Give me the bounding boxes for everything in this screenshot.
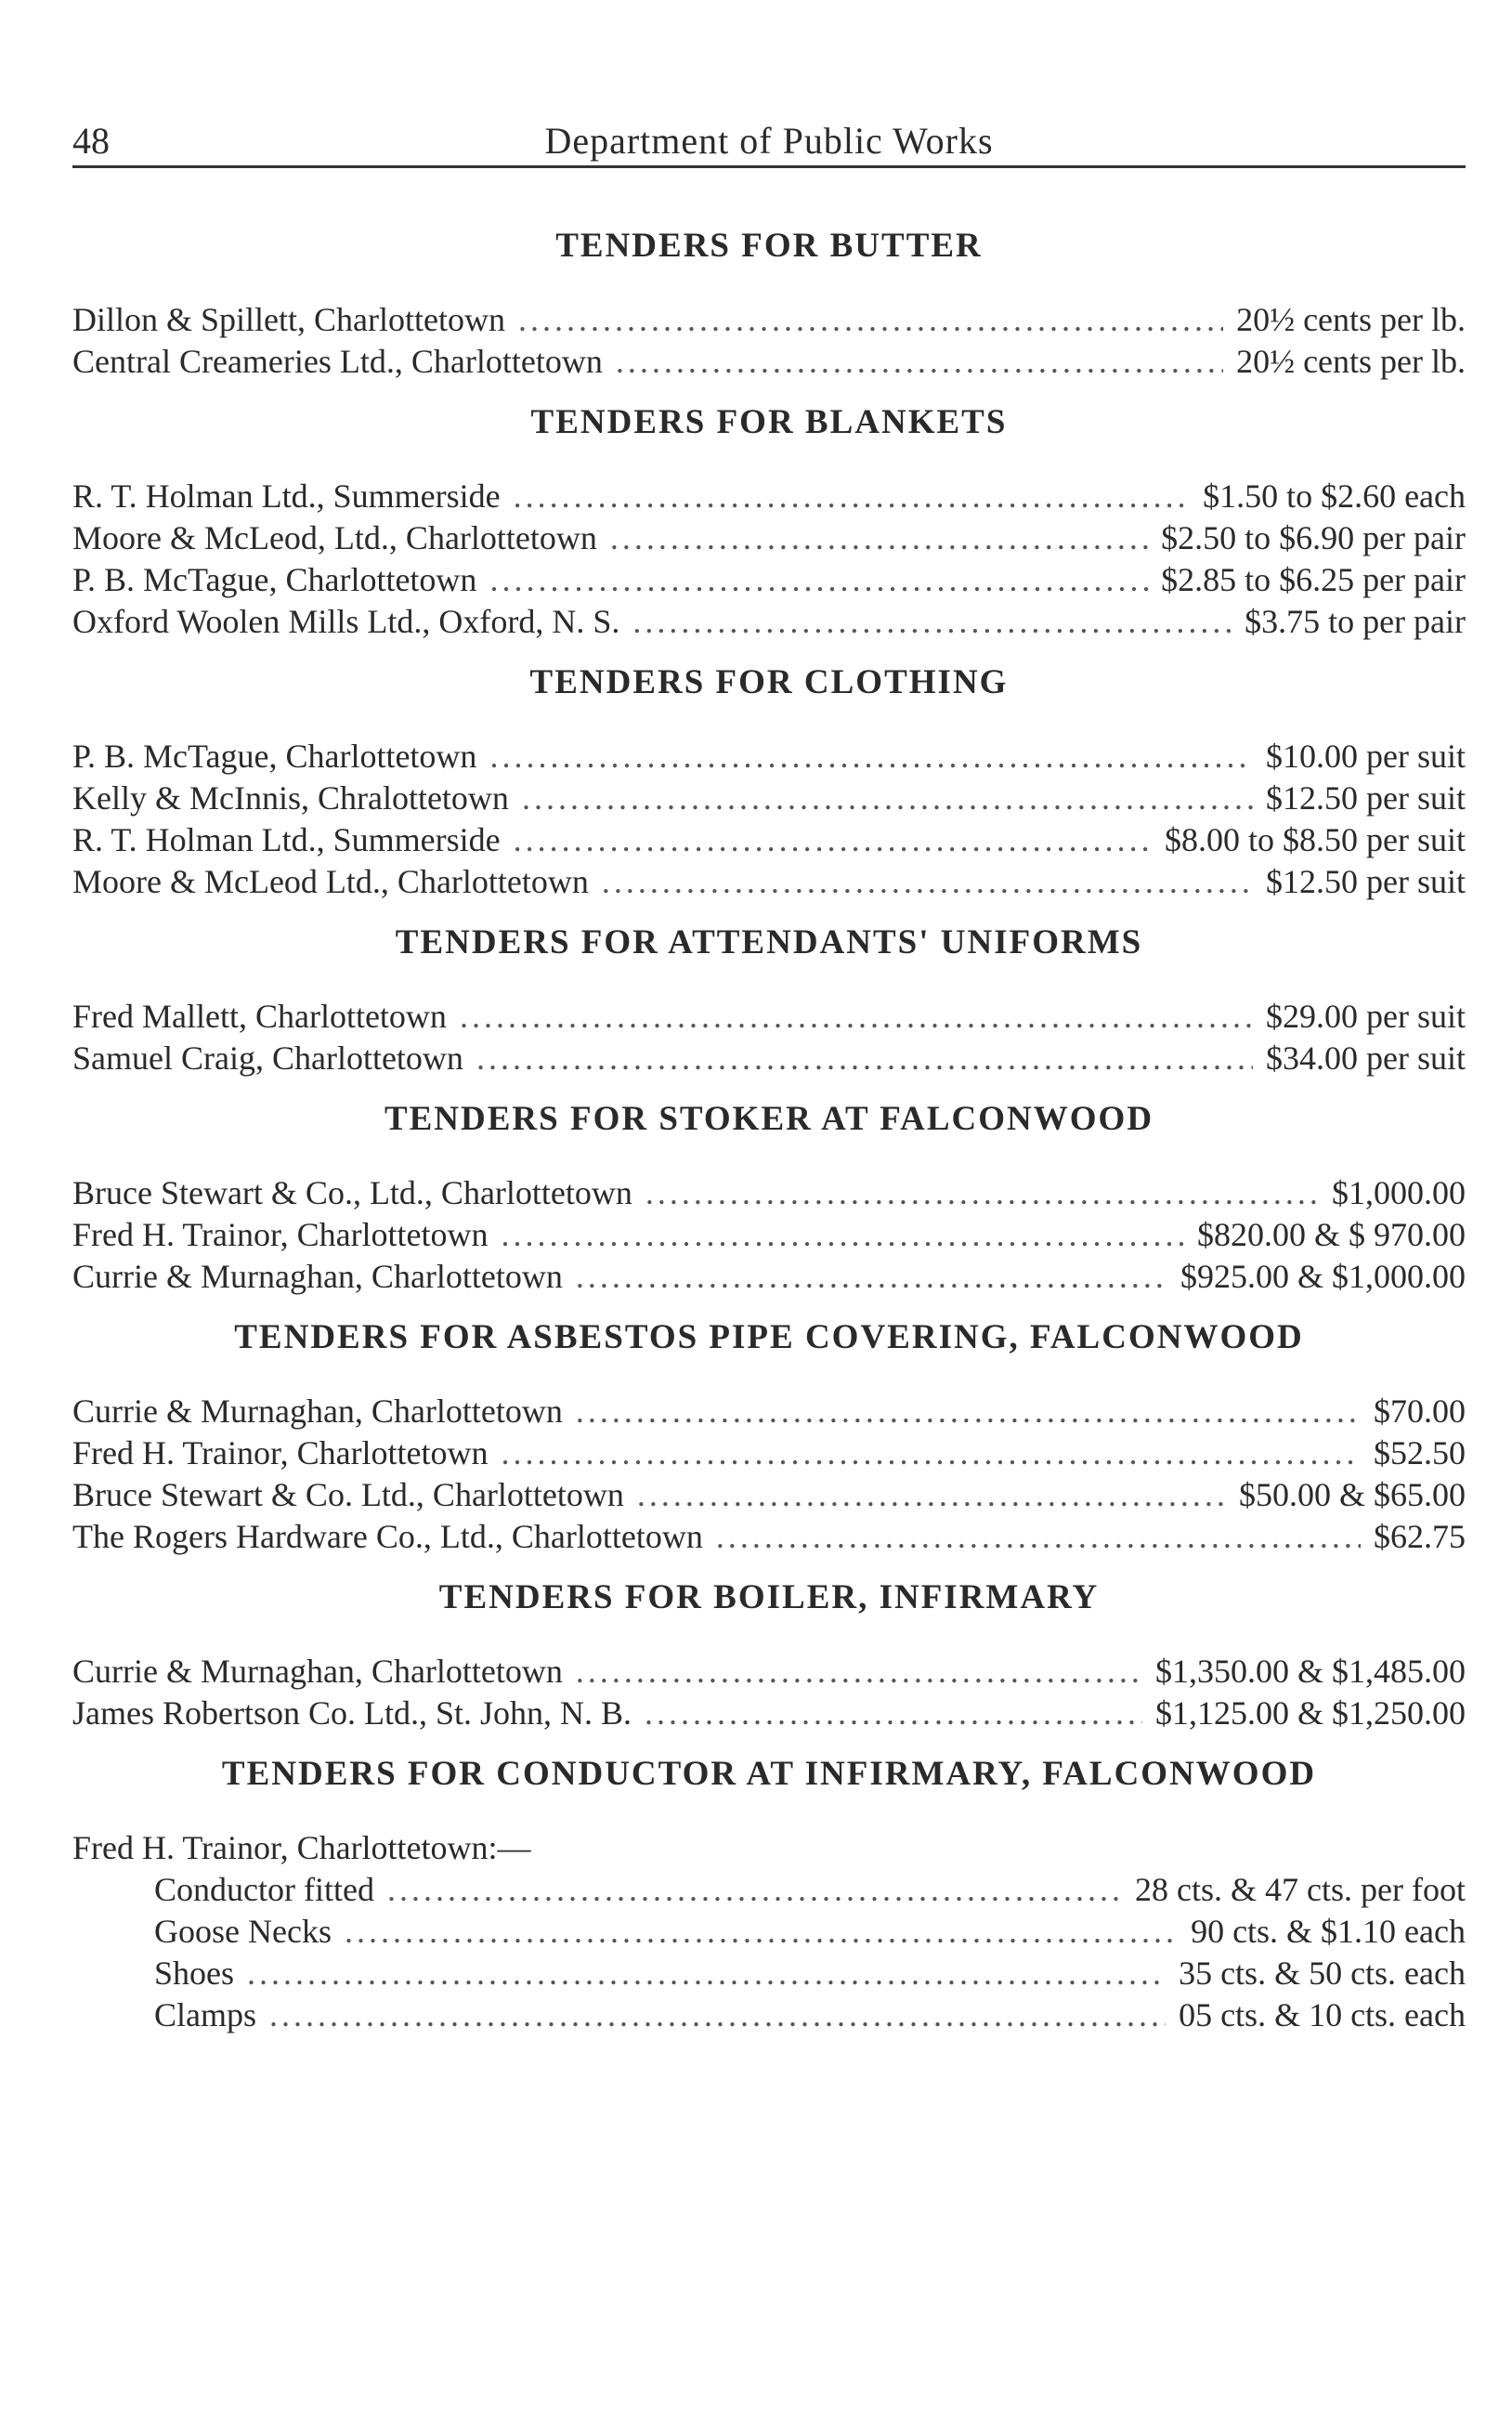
dot-leader: [576, 1256, 1167, 1298]
tender-row: [72, 1474, 1466, 1516]
tender-row: [72, 341, 1466, 383]
tender-price: 05 cts. & 10 cts. each: [1179, 1996, 1466, 2033]
tender-row: [72, 1953, 1466, 1994]
tenderer-name: James Robertson Co. Ltd., St. John, N. B.: [72, 1694, 632, 1732]
tender-list: [72, 1651, 1466, 1734]
tender-row: [72, 1869, 1466, 1911]
dot-leader: [576, 1651, 1142, 1693]
tenderer-name: Dillon & Spillett, Charlottetown: [72, 301, 505, 338]
dot-leader: [632, 601, 1232, 643]
tender-row: [72, 1693, 1466, 1734]
tender-row: [72, 996, 1466, 1038]
tender-section: [72, 1751, 1466, 2036]
tender-row: [72, 1432, 1466, 1474]
dot-leader: [489, 559, 1148, 601]
tenderer-name: Moore & McLeod Ltd., Charlottetown: [72, 863, 589, 900]
tender-row: [72, 1214, 1466, 1256]
dot-leader: [269, 1994, 1166, 2036]
tender-price: $12.50 per suit: [1266, 863, 1466, 900]
section-title: TENDERS FOR CONDUCTOR AT INFIRMARY, FALCONWOOD: [221, 1755, 1317, 1793]
tender-row: [72, 1256, 1466, 1298]
tenderer-name: Fred H. Trainor, Charlottetown: [72, 1216, 489, 1253]
tender-row: [72, 778, 1466, 819]
dot-leader: [616, 341, 1223, 383]
tender-price: $1,125.00 & $1,250.00: [1154, 1694, 1466, 1732]
dot-leader: [576, 1391, 1361, 1432]
dot-leader: [645, 1693, 1142, 1734]
tender-row: [72, 1391, 1466, 1432]
tender-row: [72, 1172, 1466, 1214]
tender-list: [72, 299, 1466, 383]
tenderer-name: The Rogers Hardware Co., Ltd., Charlottetown: [72, 1518, 703, 1555]
tenderer-name: Currie & Murnaghan, Charlottetown: [72, 1393, 563, 1430]
tender-list: [72, 996, 1466, 1079]
dot-leader: [522, 778, 1253, 819]
tender-section: [72, 399, 1466, 643]
tenderer-name: Shoes: [154, 1955, 235, 1992]
tenderer-name: Currie & Murnaghan, Charlottetown: [72, 1653, 563, 1690]
tenderer-name: Moore & McLeod, Ltd., Charlottetown: [72, 519, 597, 556]
tender-price: $29.00 per suit: [1266, 998, 1466, 1035]
tenderer-name: R. T. Holman Ltd., Summerside: [72, 477, 501, 515]
section-title: TENDERS FOR ATTENDANTS' UNIFORMS: [395, 923, 1143, 961]
tender-row: [72, 1994, 1466, 2036]
tender-price: $1,350.00 & $1,485.00: [1154, 1653, 1466, 1690]
tender-row: [72, 1651, 1466, 1693]
tender-price: $10.00 per suit: [1266, 738, 1466, 775]
tenderer-name: Clamps: [154, 1996, 257, 2033]
tender-price: 35 cts. & 50 cts. each: [1179, 1955, 1466, 1992]
tender-row: [72, 861, 1466, 903]
tender-price: $8.00 to $8.50 per suit: [1165, 821, 1466, 858]
tender-price: 28 cts. & 47 cts. per foot: [1135, 1871, 1466, 1908]
tenderer-name: Bruce Stewart & Co. Ltd., Charlottetown: [72, 1476, 624, 1513]
tender-price: $12.50 per suit: [1266, 779, 1466, 817]
section-title: TENDERS FOR ASBESTOS PIPE COVERING, FALCONWOOD: [234, 1318, 1304, 1356]
tenderer-name: Oxford Woolen Mills Ltd., Oxford, N. S.: [72, 603, 620, 640]
tenders-content: [72, 223, 1466, 2053]
tenderer-name: Samuel Craig, Charlottetown: [72, 1040, 463, 1077]
tender-list: [72, 1172, 1466, 1298]
tenderer-name: Bruce Stewart & Co., Ltd., Charlottetown: [72, 1174, 632, 1211]
dot-leader: [502, 1214, 1184, 1256]
tender-row: [72, 601, 1466, 643]
tender-section: [72, 223, 1466, 383]
tender-price: $62.75: [1374, 1518, 1466, 1555]
tenderer-name: R. T. Holman Ltd., Summerside: [72, 821, 501, 858]
tender-row: [72, 819, 1466, 861]
tender-price: 20½ cents per lb.: [1236, 301, 1466, 338]
tender-price: $50.00 & $65.00: [1238, 1476, 1466, 1513]
dot-leader: [602, 861, 1253, 903]
tenderer-name: P. B. McTague, Charlottetown: [72, 738, 477, 775]
tender-price: $34.00 per suit: [1266, 1040, 1466, 1077]
section-title: TENDERS FOR BOILER, INFIRMARY: [438, 1578, 1100, 1616]
tender-section: [72, 1314, 1466, 1558]
tender-row: [72, 736, 1466, 778]
tender-list: [72, 1391, 1466, 1558]
tender-row: [72, 299, 1466, 341]
tender-price: $52.50: [1374, 1434, 1466, 1471]
dot-leader: [387, 1869, 1122, 1911]
tender-list: [72, 476, 1466, 643]
tender-row: [72, 1516, 1466, 1558]
tender-row: [72, 517, 1466, 559]
dot-leader: [489, 736, 1253, 778]
dot-leader: [637, 1474, 1226, 1516]
dot-leader: [247, 1953, 1166, 1994]
tender-row: [72, 559, 1466, 601]
section-title: TENDERS FOR BUTTER: [555, 227, 983, 265]
section-title: TENDERS FOR STOKER AT FALCONWOOD: [384, 1100, 1154, 1138]
tender-row: [72, 1911, 1466, 1953]
dot-leader: [610, 517, 1148, 559]
dot-leader: [514, 819, 1152, 861]
dot-leader: [460, 996, 1253, 1038]
tender-list: [72, 1869, 1466, 2036]
dot-leader: [716, 1516, 1361, 1558]
tenderer-name: Central Creameries Ltd., Charlottetown: [72, 343, 603, 380]
tender-price: $3.75 to per pair: [1245, 603, 1466, 640]
tender-row: [72, 1038, 1466, 1079]
tender-price: 20½ cents per lb.: [1236, 343, 1466, 380]
section-title: TENDERS FOR CLOTHING: [529, 663, 1009, 701]
dot-leader: [518, 299, 1223, 341]
tender-section: [72, 1575, 1466, 1734]
dot-leader: [476, 1038, 1253, 1079]
dot-leader: [514, 476, 1190, 517]
tender-price: $925.00 & $1,000.00: [1180, 1258, 1466, 1295]
page-number: 48: [72, 120, 110, 162]
tenderer-name: Fred Mallett, Charlottetown: [72, 998, 447, 1035]
dot-leader: [645, 1172, 1319, 1214]
dot-leader: [502, 1432, 1361, 1474]
tender-price: $1,000.00: [1332, 1174, 1466, 1211]
tender-row: [72, 476, 1466, 517]
tender-list: [72, 736, 1466, 903]
tenderer-name: Conductor fitted: [154, 1871, 374, 1908]
tender-section: [72, 660, 1466, 903]
running-title: Department of Public Works: [544, 120, 994, 162]
dot-leader: [345, 1911, 1178, 1953]
tenderer-name: P. B. McTague, Charlottetown: [72, 561, 477, 598]
tender-price: $70.00: [1374, 1393, 1466, 1430]
tender-price: $2.85 to $6.25 per pair: [1161, 561, 1466, 598]
tenderer-lead: Fred H. Trainor, Charlottetown:—: [72, 1829, 531, 1866]
section-title: TENDERS FOR BLANKETS: [530, 403, 1008, 441]
tender-price: 90 cts. & $1.10 each: [1191, 1913, 1466, 1950]
tender-price: $1.50 to $2.60 each: [1203, 477, 1466, 515]
tender-section: [72, 1096, 1466, 1298]
tenderer-name: Fred H. Trainor, Charlottetown: [72, 1434, 489, 1471]
tender-price: $2.50 to $6.90 per pair: [1161, 519, 1466, 556]
tender-price: $820.00 & $ 970.00: [1196, 1216, 1466, 1253]
page-header: [72, 119, 1466, 168]
tenderer-name: Currie & Murnaghan, Charlottetown: [72, 1258, 563, 1295]
tenderer-name: Kelly & McInnis, Chralottetown: [72, 779, 509, 817]
tender-section: [72, 920, 1466, 1079]
tenderer-name: Goose Necks: [154, 1913, 332, 1950]
